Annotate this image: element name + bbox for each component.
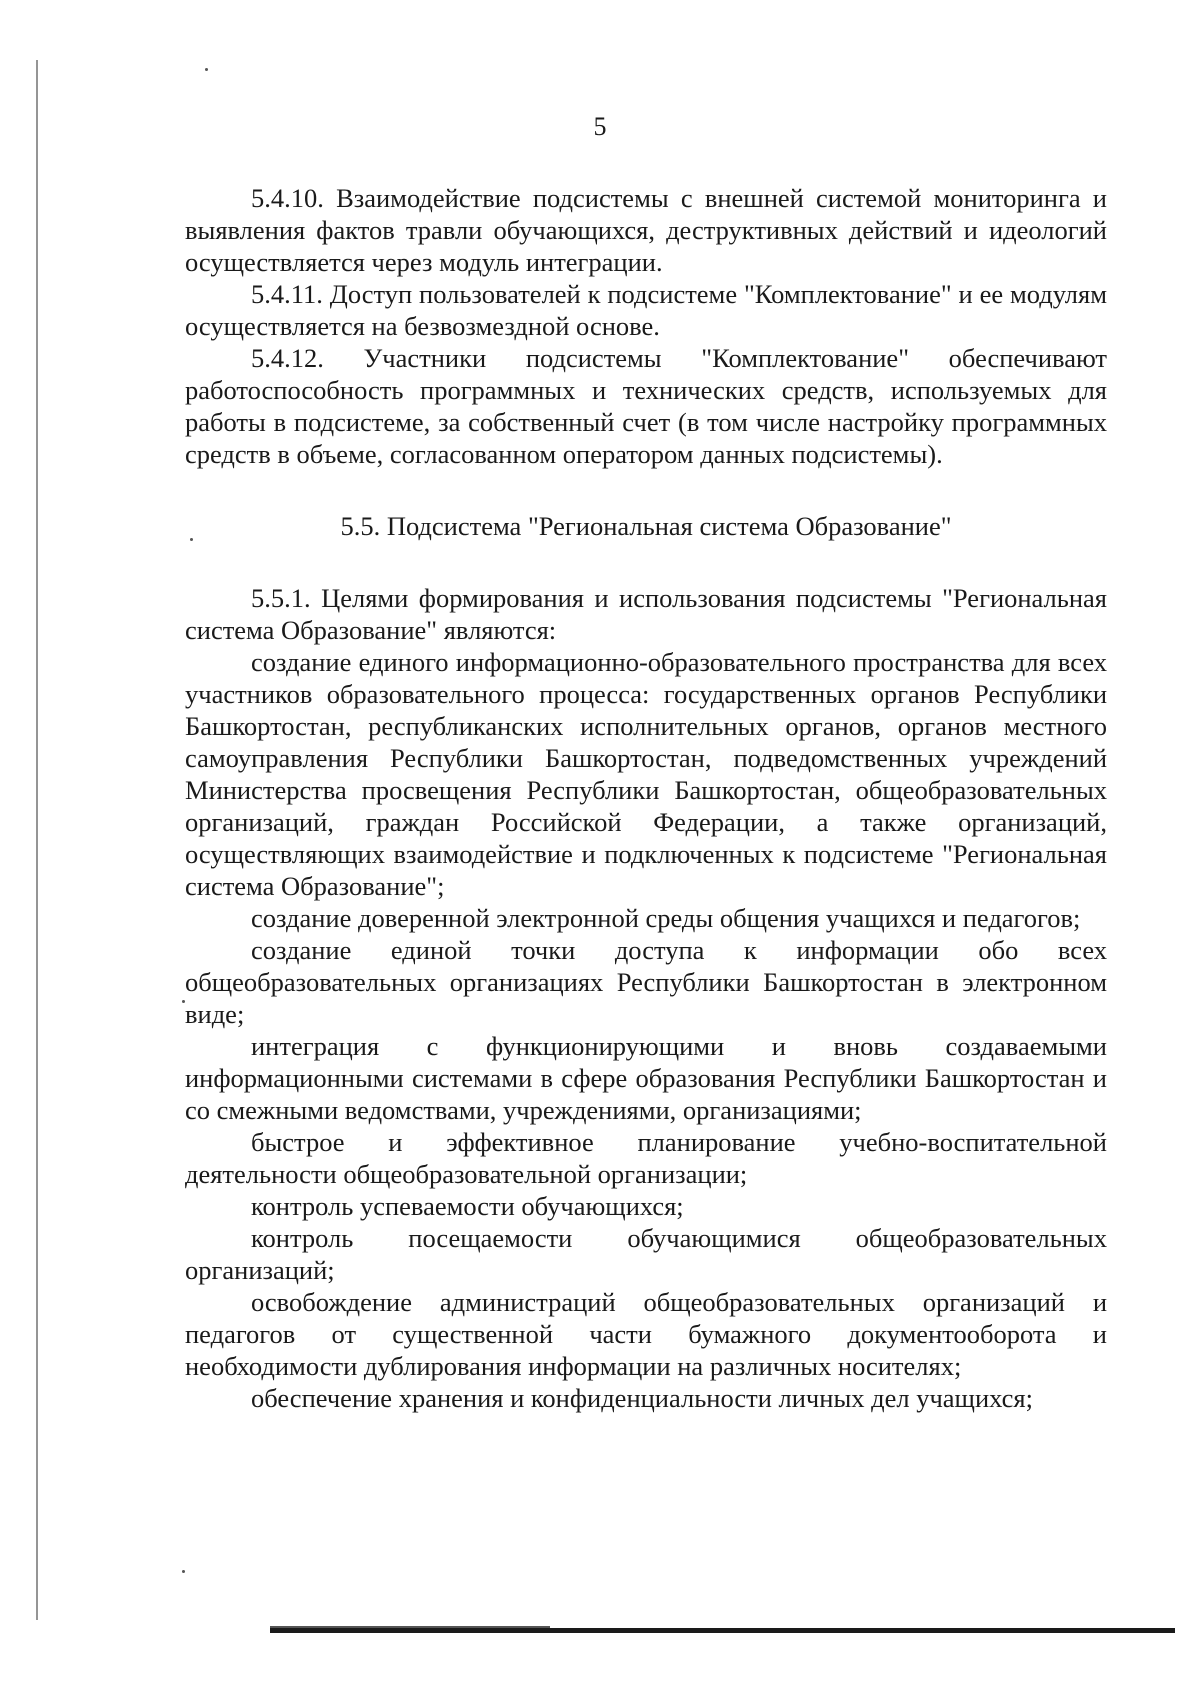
goal-item: быстрое и эффективное планирование учебно-воспитательной деятельности общеобразовательной организации; [185,1127,1107,1189]
section-heading: 5.5. Подсистема "Региональная система Образование" [340,511,952,541]
paragraph-5-5-1: 5.5.1. Целями формирования и использования подсистемы "Региональная система Образование" являются: [185,583,1107,645]
paragraph-5-4-11: 5.4.11. Доступ пользователей к подсистеме "Комплектование" и ее модулям осуществляется на безвозмездной основе. [185,279,1107,341]
goal-item: интеграция с функционирующими и вновь создаваемыми информационными системами в сфере образования Республики Башкортостан и со смежными ведомствами, учреждениями, организациями; [185,1031,1107,1125]
goal-item: создание доверенной электронной среды общения учащихся и педагогов; [251,903,1081,933]
paragraph-5-4-12: 5.4.12. Участники подсистемы "Комплектование" обеспечивают работоспособность программных и технических средств, используемых для работы в подсистеме, за собственный счет (в том числе настройку программных средств в объеме, согласованном оператором данных подсистемы). [185,343,1107,469]
goal-item: контроль посещаемости обучающимися общеобразовательных организаций; [185,1223,1107,1285]
goal-item: обеспечение хранения и конфиденциальности личных дел учащихся; [251,1383,1033,1413]
goal-item: контроль успеваемости обучающихся; [251,1191,684,1221]
scan-speck [182,1570,185,1573]
bottom-rule [270,1628,1175,1633]
scan-speck [205,68,208,71]
goal-item: освобождение администраций общеобразовательных организаций и педагогов от существенной части бумажного документооборота и необходимости дублирования информации на различных носителях; [185,1287,1107,1381]
page-number: 5 [593,112,607,141]
paragraph-5-4-10: 5.4.10. Взаимодействие подсистемы с внешней системой мониторинга и выявления фактов травли обучающихся, деструктивных действий и идеологий осуществляется через модуль интеграции. [185,183,1107,277]
scan-edge-line [36,60,38,1620]
goal-item: создание единого информационно-образовательного пространства для всех участников образовательного процесса: государственных органов Республики Башкортостан, республиканских исполнительных органов, органов местного самоуправления Республики Башкортостан, подведомственных учреждений Министерства просвещения Республики Башкортостан, общеобразовательных организаций, граждан Российской Федерации, а также организаций, осуществляющих взаимодействие и подключенных к подсистеме "Региональная система Образование"; [185,647,1107,901]
document-body [185,182,1107,1414]
goal-item: создание единой точки доступа к информации обо всех общеобразовательных организациях Республики Башкортостан в электронном виде; [185,935,1107,1029]
